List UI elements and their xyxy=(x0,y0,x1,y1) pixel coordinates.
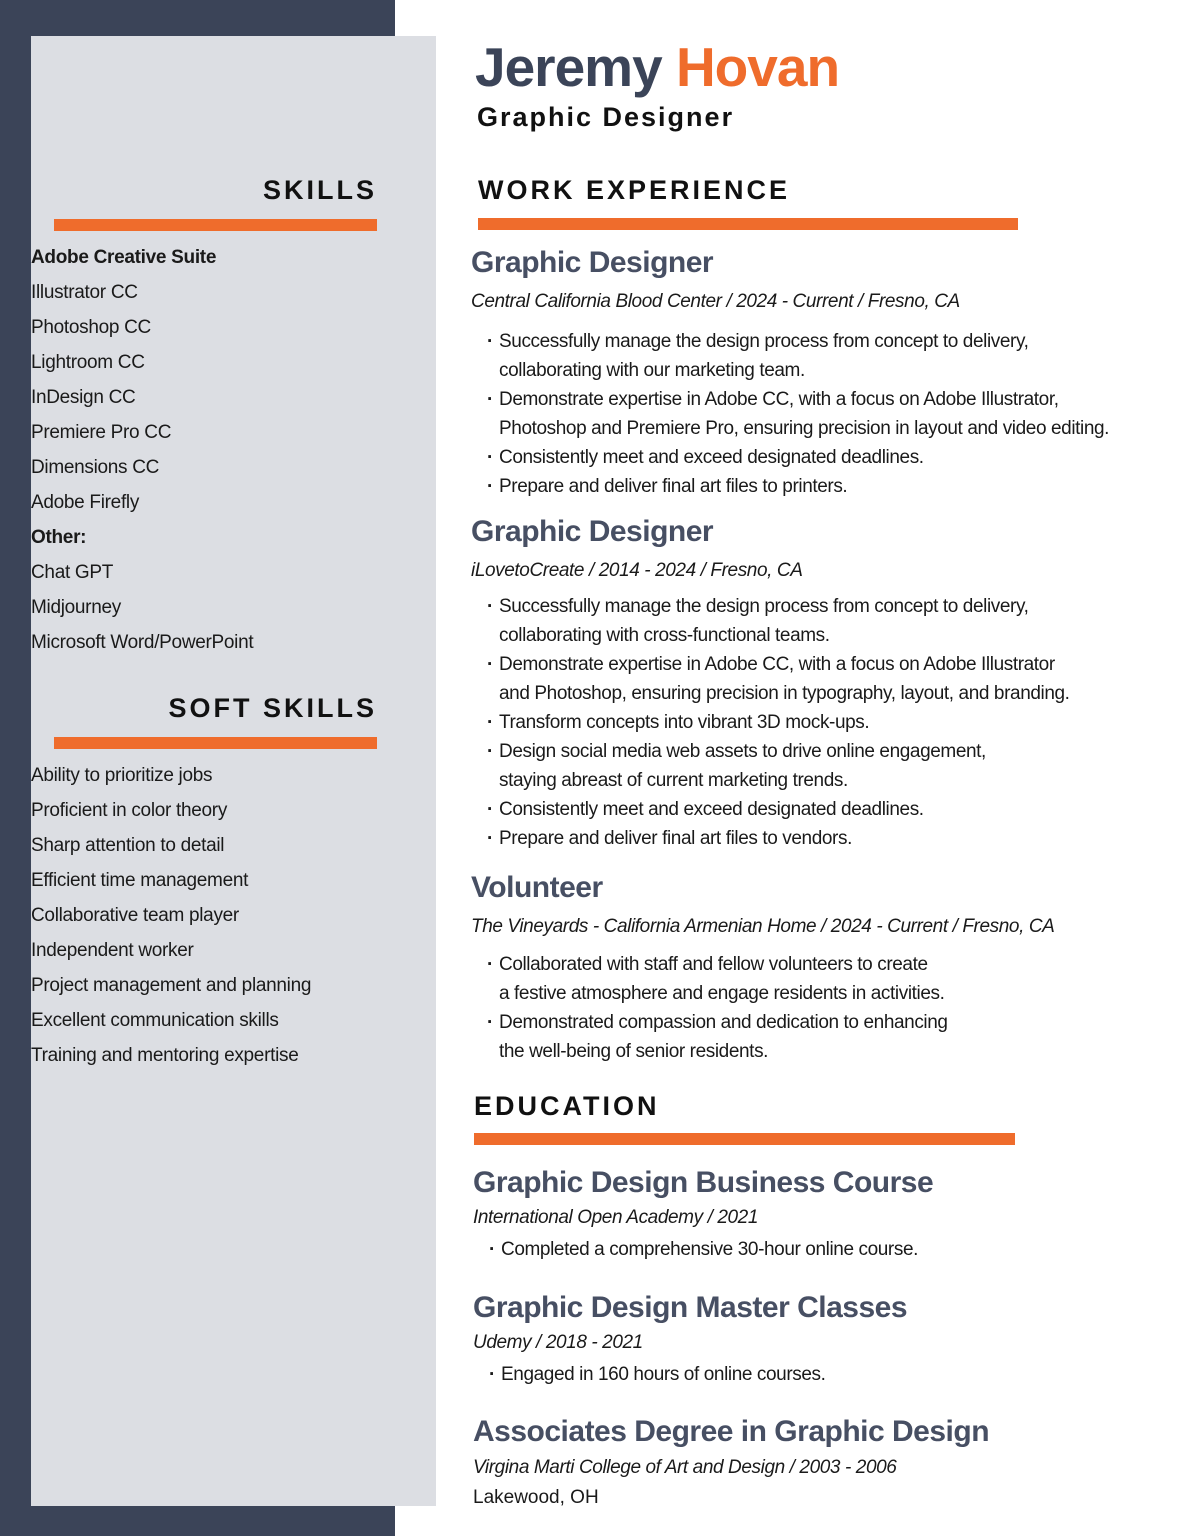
education-heading: EDUCATION xyxy=(474,1091,660,1121)
job-meta: iLovetoCreate / 2014 - 2024 / Fresno, CA xyxy=(471,560,803,581)
job-bullet: · Consistently meet and exceed designated deadlines. xyxy=(487,795,1070,824)
skill-group-label: Other: xyxy=(31,527,87,548)
education-bullet: · Completed a comprehensive 30-hour online course. xyxy=(489,1235,918,1264)
job-bullets xyxy=(487,592,1070,853)
job-bullet: · Demonstrate expertise in Adobe CC, with a focus on Adobe Illustrator, Photoshop and Premiere Pro, ensuring precision in layout and video editing. xyxy=(487,385,1109,443)
skill-item: Adobe Creative Suite xyxy=(31,247,217,268)
skill-item: InDesign CC xyxy=(31,387,136,408)
education-title: Graphic Design Master Classes xyxy=(473,1291,908,1324)
skill-item: Chat GPT xyxy=(31,562,114,583)
education-bullets xyxy=(489,1235,918,1264)
education-location: Lakewood, OH xyxy=(473,1487,599,1508)
soft-skill-item: Excellent communication skills xyxy=(31,1010,279,1031)
job-bullet: · Collaborated with staff and fellow volunteers to create a festive atmosphere and engage residents in activities. xyxy=(487,950,948,1008)
soft-skill-item: Ability to prioritize jobs xyxy=(31,765,213,786)
job-bullet: · Successfully manage the design process from concept to delivery, collaborating with our marketing team. xyxy=(487,327,1109,385)
education-bullets xyxy=(489,1360,826,1389)
job-bullets xyxy=(487,327,1109,501)
soft-skill-item: Training and mentoring expertise xyxy=(31,1045,299,1066)
skill-item: Dimensions CC xyxy=(31,457,160,478)
skill-item: Premiere Pro CC xyxy=(31,422,172,443)
job-title: Graphic Designer xyxy=(471,246,714,279)
soft-skills-rule xyxy=(54,737,377,749)
job-bullet: · Demonstrate expertise in Adobe CC, with a focus on Adobe Illustrator and Photoshop, ensuring precision in typography, layout, and branding. xyxy=(487,650,1070,708)
education-title: Graphic Design Business Course xyxy=(473,1166,934,1199)
job-title: Volunteer xyxy=(471,871,603,904)
job-bullet: · Prepare and deliver final art files to vendors. xyxy=(487,824,1070,853)
skills-section xyxy=(31,172,378,208)
job-title: Graphic Designer xyxy=(471,515,714,548)
skills-list xyxy=(31,240,378,660)
education-title: Associates Degree in Graphic Design xyxy=(473,1415,990,1448)
work-experience-heading: WORK EXPERIENCE xyxy=(478,175,791,205)
job-bullets xyxy=(487,950,948,1066)
job-bullet: · Design social media web assets to drive online engagement, staying abreast of current marketing trends. xyxy=(487,737,1070,795)
soft-skills-section xyxy=(31,690,378,726)
sidebar xyxy=(31,36,436,1506)
skill-item: Lightroom CC xyxy=(31,352,145,373)
job-bullet: · Consistently meet and exceed designated deadlines. xyxy=(487,443,1109,472)
education-rule xyxy=(474,1133,1015,1145)
education-meta: Udemy / 2018 - 2021 xyxy=(473,1332,643,1353)
work-experience-rule xyxy=(478,218,1018,230)
skill-item: Midjourney xyxy=(31,597,121,618)
education-meta: International Open Academy / 2021 xyxy=(473,1207,759,1228)
resume-name xyxy=(475,34,839,100)
skills-rule xyxy=(54,219,377,231)
skill-item: Adobe Firefly xyxy=(31,492,140,513)
main-content xyxy=(471,0,1179,1536)
skills-heading: SKILLS xyxy=(262,175,377,205)
job-meta: The Vineyards - California Armenian Home / 2024 - Current / Fresno, CA xyxy=(471,916,1055,937)
resume-subtitle: Graphic Designer xyxy=(477,102,735,132)
soft-skill-item: Sharp attention to detail xyxy=(31,835,225,856)
skill-item: Microsoft Word/PowerPoint xyxy=(31,632,254,653)
job-bullet: · Successfully manage the design process from concept to delivery, collaborating with cross-functional teams. xyxy=(487,592,1070,650)
soft-skills-list xyxy=(31,758,378,1073)
last-name: Hovan xyxy=(675,36,840,98)
skill-item: Illustrator CC xyxy=(31,282,138,303)
education-meta: Virgina Marti College of Art and Design / 2003 - 2006 xyxy=(473,1457,897,1478)
education-bullet: · Engaged in 160 hours of online courses. xyxy=(489,1360,826,1389)
soft-skill-item: Project management and planning xyxy=(31,975,312,996)
soft-skill-item: Collaborative team player xyxy=(31,905,239,926)
job-bullet: · Demonstrated compassion and dedication to enhancing the well-being of senior residents. xyxy=(487,1008,948,1066)
soft-skill-item: Efficient time management xyxy=(31,870,249,891)
soft-skills-heading: SOFT SKILLS xyxy=(168,693,377,723)
skill-item: Photoshop CC xyxy=(31,317,151,338)
job-bullet: · Prepare and deliver final art files to printers. xyxy=(487,472,1109,501)
soft-skill-item: Proficient in color theory xyxy=(31,800,228,821)
soft-skill-item: Independent worker xyxy=(31,940,194,961)
job-meta: Central California Blood Center / 2024 - Current / Fresno, CA xyxy=(471,291,960,312)
job-bullet: · Transform concepts into vibrant 3D mock-ups. xyxy=(487,708,1070,737)
first-name: Jeremy xyxy=(475,36,662,98)
